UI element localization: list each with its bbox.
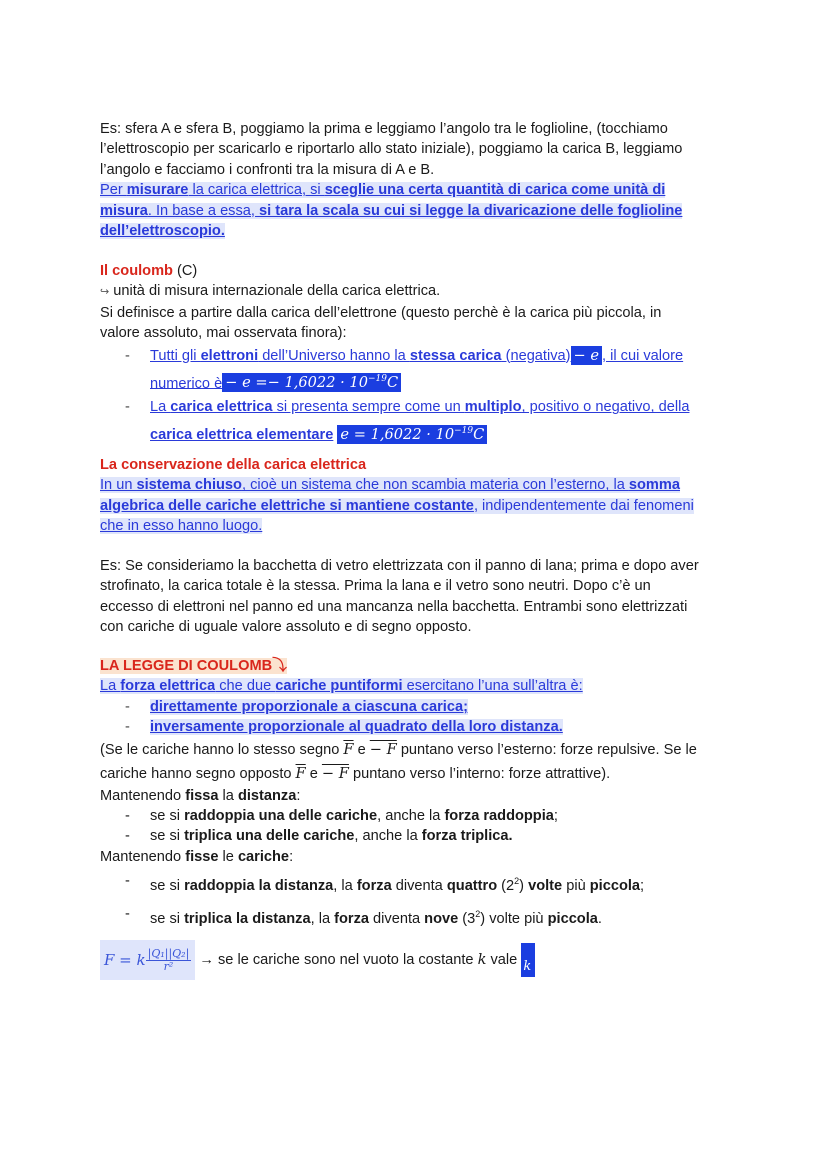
section-heading: LA LEGGE DI COULOMB [100,658,273,674]
math-formula: − $e =- 1,6022 \cdot 10^{-19}C$ [222,373,401,392]
example-paragraph-1 [100,119,730,241]
list-item: - se si triplica la distanza, la forza diventa nove $(3^2)$ volte più piccola. [125,906,602,927]
list-item: - Tutti gli elettroni dell’Universo hanno la stessa carica (negativa) − e , il cui valore numerico è − $e =- 1,6022 \cdot 10^{-19}C$ [125,346,684,392]
math-formula: $e = 1,6022 \cdot 10^{-19}C$ [337,425,487,444]
math-formula: − e [571,346,603,365]
list-item: - inversamente proporzionale al quadrato della loro distanza. [125,719,563,736]
arrow-icon: ↪ [100,286,110,299]
k0-constant: k 0 [521,943,535,977]
list-item: - se si triplica una delle cariche, anche la forza triplica. [125,828,513,845]
example-paragraph-2: Es: Se consideriamo la bacchetta di vetro elettrizzata con il panno di lana; prima e dopo aver strofinato, la carica totale è la stessa. Prima la lana e il vetro sono neutri. Dopo c’è un eccesso di elettroni nel panno ed una mancanza nella bacchetta. Entrambi sono elettrizzati con cariche di uguale valore assoluto e di segno opposto. [100,558,699,636]
coulomb-formula: F = k $\frac{\text{|Q₁||Q₂|}}{\text{r²}}$ [100,940,195,980]
list-item: - direttamente proporzionale a ciascuna carica; [125,698,468,715]
list-item: - se si raddoppia una delle cariche, anche la forza raddoppia; [125,808,558,825]
list-item: - se si raddoppia la distanza, la forza diventa quattro $(2^2)$ volte più piccola; [125,873,645,895]
arrow-down-icon: ⤵ [272,658,287,674]
conservazione-section [100,455,730,537]
coulomb-formula-line: F = k $\frac{\text{|Q₁||Q₂|}}{\text{r²}}$ → se le cariche sono nel vuoto la costante k vale k 0 [100,940,730,980]
misura-paragraph: Per misurare la carica elettrica, si sceglie una certa quantità di carica come unità di misura. In base a essa, si tara la scala su cui si legge la divaricazione delle foglioline dell’elettroscopio. [100,182,683,240]
text-line: l’angolo e facciamo i confronti tra la misura di A e B. [100,161,435,178]
text-line: l’elettroscopio per scaricarlo e riportarlo allo stato iniziale), poggiamo la carica B, leggiamo [100,141,683,158]
list-item: - La carica elettrica si presenta sempre come un multiplo, positivo o negativo, della carica elettrica elementare $e = 1,6022 \cdot 10^{-19}C$ [125,399,690,444]
legge-section: LA LEGGE DI COULOMB⤵ La forza elettrica che due cariche puntiformi esercitano l’una sull’altra è: - direttamente proporzionale a ciascuna carica; - inversamente proporzionale al quadrato della loro distanza. (Se le cariche hanno lo stesso segno $\overline{F}$ e − F puntano verso l’esterno: forze repulsive. Se le cariche hanno segno opposto $\overline{F}$ e − F puntano verso l’interno: forze attrattive). Mantenendo fissa la distanza: - se si raddoppia una delle cariche, anche la forza raddoppia; - se si triplica una delle cariche, anche la forza triplica. Mantenendo fisse le cariche: - se si raddoppia la distanza, la forza diventa quattro $(2^2)$ volte più piccola; - se si triplica la distanza, la forza diventa nove $(3^2)$ volte più piccola. [100,656,730,933]
section-heading: Il coulomb [100,263,173,279]
text-line: Es: sfera A e sfera B, poggiamo la prima e leggiamo l’angolo tra le foglioline, (tocchiamo [100,121,668,137]
conservazione-paragraph: In un sistema chiuso, cioè un sistema che non scambia materia con l’esterno, la somma algebrica delle cariche elettriche si mantiene costante, indipendentemente dai fenomeni che in esso hanno luogo. [100,477,694,535]
coulomb-section: Il coulomb (C) ↪ unità di misura internazionale della carica elettrica. Si definisce a partire dalla carica dell’elettrone (questo perchè è la carica più piccola, in valore assoluto, mai osservata finora): - Tutti gli elettroni dell’Universo hanno la stessa carica (negativa) − e , il cui valore numerico è − $e =- 1,6022 \cdot 10^{-19}C$ - La carica elettrica si presenta sempre come un multiplo, positivo o negativo, della carica elettrica elementare $e = 1,6022 \cdot 10^{-19}C$ [100,261,730,447]
section-heading: La conservazione della carica elettrica [100,457,367,473]
